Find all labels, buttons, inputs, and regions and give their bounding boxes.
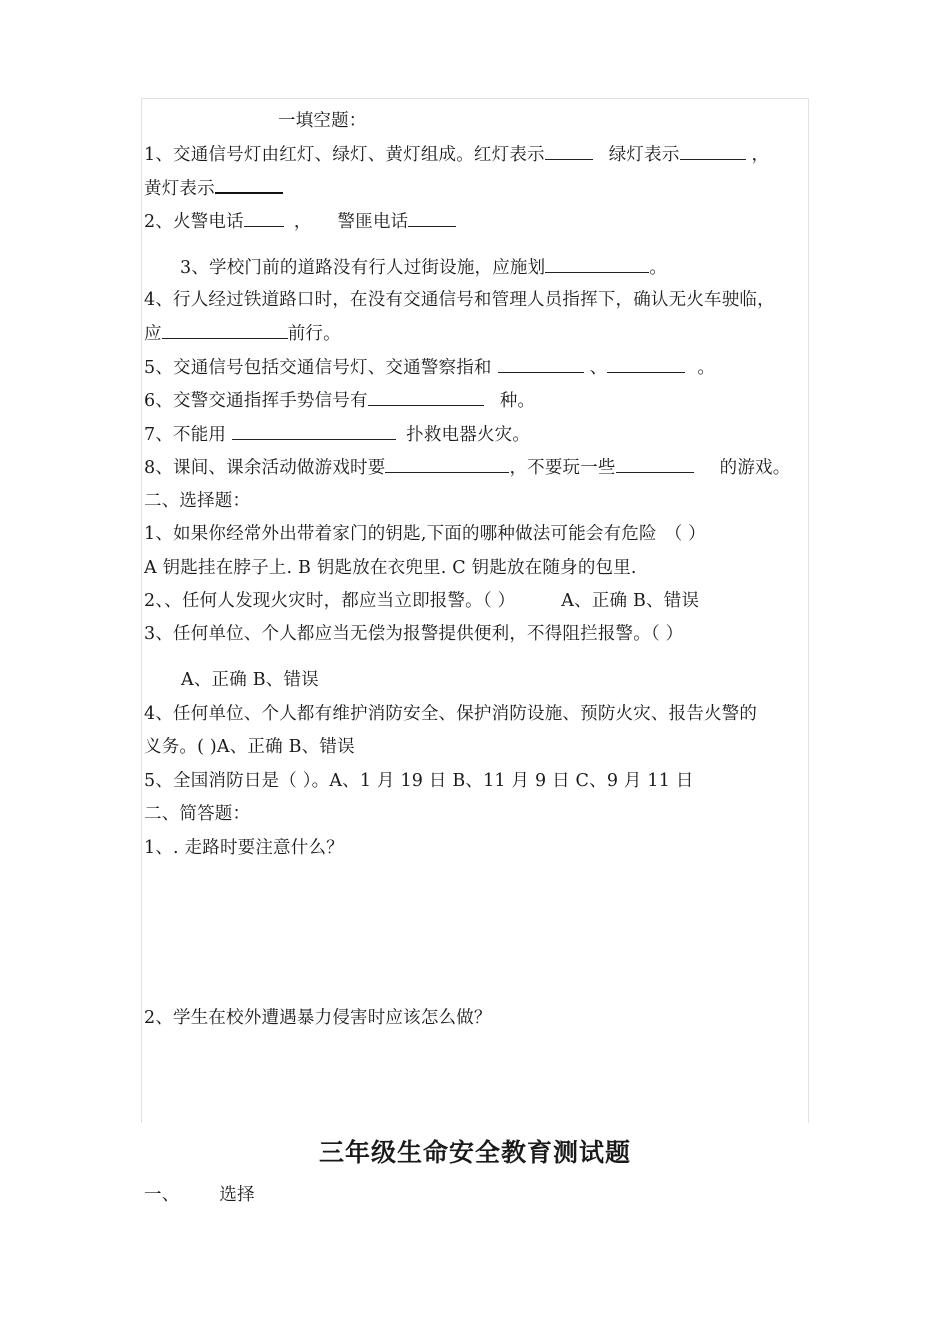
fill-q4-line2: 应 前行。 <box>144 324 341 344</box>
fill-q7: 7、不能用 扑救电器火灾。 <box>144 425 531 445</box>
section3-heading: 二、简答题： <box>144 804 251 824</box>
blank-gesture-count[interactable] <box>368 389 484 406</box>
fill-q4-line1: 4、行人经过铁道路口时，在没有交通信号和管理人员指挥下，确认无火车驶临， <box>144 290 775 310</box>
fill-q8: 8、课间、课余活动做游戏时要 ，不要玩一些 的游戏。 <box>144 458 791 478</box>
fill-q5: 5、交通信号包括交通信号灯、交通警察指和 、 。 <box>144 358 716 378</box>
blank-railway[interactable] <box>162 322 288 339</box>
short-answer-q1: 1、. 走路时要注意什么？ <box>144 838 344 858</box>
blank-green[interactable] <box>680 143 746 160</box>
choice-q4: 4、任何单位、个人都有维护消防安全、保护消防设施、预防火灾、报告火警的 <box>144 704 758 724</box>
part1-heading: 一、 选择 <box>144 1185 255 1205</box>
choice-q1-options: A 钥匙挂在脖子上. B 钥匙放在衣兜里. C 钥匙放在随身的包里. <box>144 558 637 578</box>
choice-q4-cont: 义务。( )A、正确 B、错误 <box>144 737 355 757</box>
blank-game-1[interactable] <box>385 456 509 473</box>
blank-fire-phone[interactable] <box>244 210 284 227</box>
choice-q1: 1、如果你经常外出带着家门的钥匙,下面的哪种做法可能会有危险 （ ） <box>144 524 706 544</box>
choice-q2: 2、、任何人发现火灾时，都应当立即报警。（ ） A、正确 B、错误 <box>144 591 700 611</box>
blank-extinguish[interactable] <box>232 423 396 440</box>
fill-q6: 6、交警交通指挥手势信号有 种。 <box>144 391 536 411</box>
fill-q1-line2: 黄灯表示 <box>144 176 283 200</box>
choice-q3-options: A、正确 B、错误 <box>181 670 319 690</box>
blank-police-phone[interactable] <box>408 210 456 227</box>
blank-red[interactable] <box>545 143 593 160</box>
section1-heading: 一填空题： <box>278 111 367 131</box>
blank-game-2[interactable] <box>616 456 694 473</box>
short-answer-q2: 2、学生在校外遭遇暴力侵害时应该怎么做？ <box>144 1008 492 1028</box>
blank-signal-2[interactable] <box>607 356 685 373</box>
fill-q2: 2、火警电话 ， 警匪电话 <box>144 210 456 233</box>
blank-crossing[interactable] <box>545 256 649 273</box>
section2-heading: 二、选择题： <box>144 491 251 511</box>
blank-signal-1[interactable] <box>498 356 584 373</box>
choice-q3: 3、任何单位、个人都应当无偿为报警提供便利，不得阻拦报警。（ ） <box>144 624 684 644</box>
blank-yellow[interactable] <box>215 176 283 194</box>
choice-q5: 5、全国消防日是（ ）。A、1 月 19 日 B、11 月 9 日 C、9 月 11 日 <box>144 771 694 791</box>
page-title: 三年级生命安全教育测试题 <box>318 1138 631 1167</box>
answer-paren-q1[interactable]: （ ） <box>664 524 706 544</box>
fill-q3: 3、学校门前的道路没有行人过街设施，应施划 。 <box>180 258 668 278</box>
fill-q1-line1: 1、交通信号灯由红灯、绿灯、黄灯组成。红灯表示 绿灯表示 ， <box>144 145 770 165</box>
